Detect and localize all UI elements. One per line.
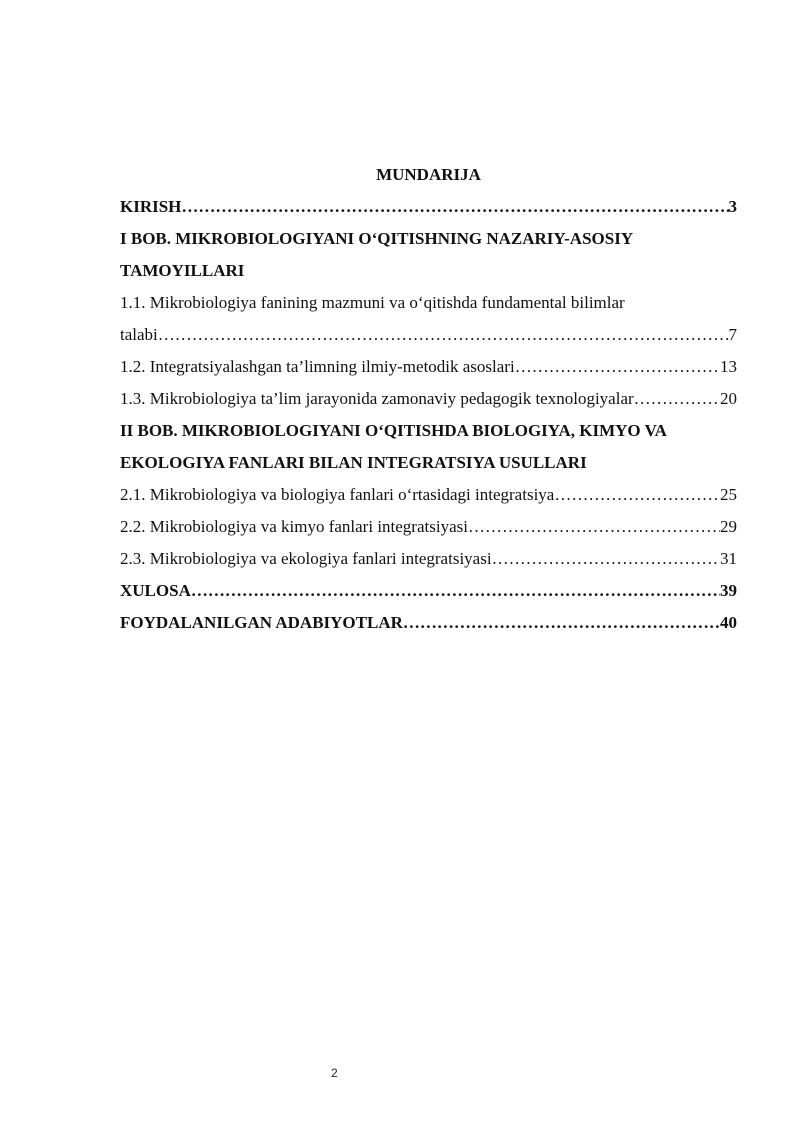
toc-chapter-2-line-2: EKOLOGIYA FANLARI BILAN INTEGRATSIYA USULLARI	[120, 453, 587, 472]
toc-entry-text: 1.2. Integratsiyalashgan ta’limning ilmiy-metodik asoslari	[120, 357, 515, 376]
toc-entry-2-1	[120, 479, 737, 511]
toc-entry-1-2	[120, 351, 737, 383]
toc-entry-2-3	[120, 543, 737, 575]
toc-entry-kirish	[120, 191, 737, 223]
toc-entry-text: 2.2. Mikrobiologiya va kimyo fanlari integratsiyasi	[120, 517, 468, 536]
dot-leader	[191, 575, 720, 607]
dot-leader	[158, 319, 729, 351]
toc-entry-text: KIRISH	[120, 197, 182, 216]
table-of-contents	[120, 159, 737, 639]
toc-entry-text: FOYDALANILGAN ADABIYOTLAR	[120, 613, 403, 632]
dot-leader	[554, 479, 720, 511]
toc-entry-page: 3	[728, 197, 737, 216]
toc-entry-xulosa	[120, 575, 737, 607]
toc-entry-adabiyotlar	[120, 607, 737, 639]
dot-leader	[468, 511, 720, 543]
footer-page-number: 2	[331, 1066, 338, 1080]
toc-entry-1-3	[120, 383, 737, 415]
dot-leader	[181, 191, 728, 223]
toc-entry-text: 2.1. Mikrobiologiya va biologiya fanlari o‘rtasidagi integratsiya	[120, 485, 555, 504]
toc-entry-2-2	[120, 511, 737, 543]
toc-entry-text: talabi	[120, 325, 158, 344]
toc-entry-page: 20	[720, 389, 737, 408]
toc-chapter-2-line-1: II BOB. MIKROBIOLOGIYANI O‘QITISHDA BIOLOGIYA, KIMYO VA	[120, 421, 667, 440]
toc-title: MUNDARIJA	[376, 165, 481, 184]
toc-entry-page: 31	[720, 549, 737, 568]
toc-entry-text: 1.3. Mikrobiologiya ta’lim jarayonida zamonaviy pedagogik texnologiyalar	[120, 389, 634, 408]
toc-entry-page: 7	[728, 325, 737, 344]
dot-leader	[634, 383, 720, 415]
toc-chapter-1-line-2: TAMOYILLARI	[120, 261, 245, 280]
toc-entry-page: 25	[720, 485, 737, 504]
toc-entry-1-1-line-1: 1.1. Mikrobiologiya fanining mazmuni va o‘qitishda fundamental bilimlar	[120, 293, 625, 312]
toc-entry-page: 29	[720, 517, 737, 536]
toc-entry-page: 13	[720, 357, 737, 376]
toc-chapter-1-line-1: I BOB. MIKROBIOLOGIYANI O‘QITISHNING NAZARIY-ASOSIY	[120, 229, 634, 248]
toc-entry-text: 2.3. Mikrobiologiya va ekologiya fanlari integratsiyasi	[120, 549, 492, 568]
dot-leader	[403, 607, 720, 639]
toc-entry-1-1-line-2	[120, 319, 737, 351]
dot-leader	[515, 351, 720, 383]
toc-entry-text: XULOSA	[120, 581, 191, 600]
toc-entry-page: 40	[720, 613, 737, 632]
dot-leader	[492, 543, 720, 575]
toc-entry-page: 39	[720, 581, 737, 600]
